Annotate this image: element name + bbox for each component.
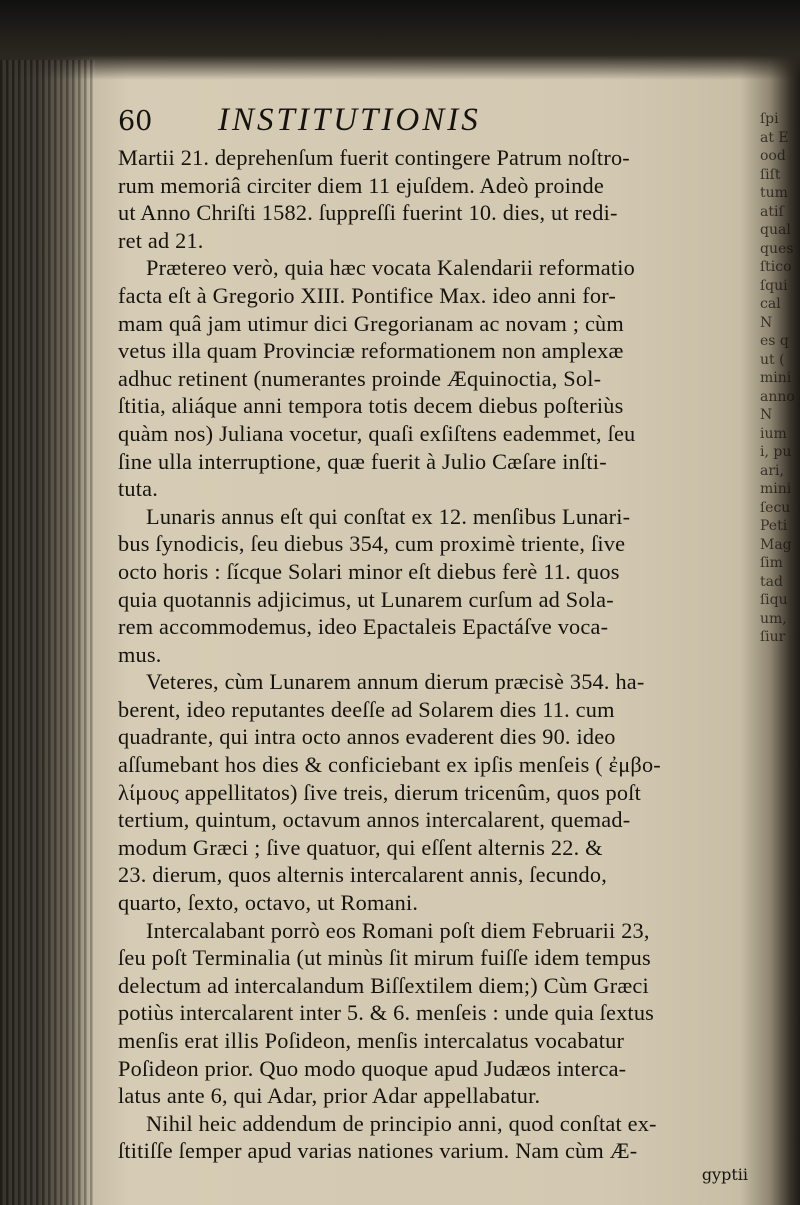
catchword-line bbox=[118, 1165, 758, 1193]
text-line: λίμους appellitatos) ſive treis, dierum tricenûm, quos poſt bbox=[118, 779, 641, 805]
text-line: ſine ulla interruptione, quæ fuerit à Julio Cæſare inſti- bbox=[118, 448, 607, 474]
text-line: quadrante, qui intra octo annos evaderent dies 90. ideo bbox=[118, 724, 616, 750]
text-line: tuta. bbox=[118, 476, 159, 502]
text-line: facta eſt à Gregorio XIII. Pontifice Max. ideo anni for- bbox=[118, 282, 616, 308]
text-line: modum Græci ; ſive quatuor, qui eſſent alternis 22. & bbox=[118, 834, 603, 860]
text-line: ut Anno Chriſti 1582. ſuppreſſi fuerint 10. dies, ut redi- bbox=[118, 200, 618, 226]
text-line: quàm nos) Juliana vocetur, quaſi exſiſtens eademmet, ſeu bbox=[118, 420, 636, 446]
facing-page-fragment: ſqui bbox=[760, 277, 788, 294]
facing-page-fragment: N bbox=[760, 407, 773, 423]
text-line: octo horis : ſícque Solari minor eſt diebus ferè 11. quos bbox=[118, 558, 620, 584]
page-header bbox=[118, 102, 758, 138]
facing-page-fragment: ſecu bbox=[760, 499, 791, 516]
facing-page-fragment: ſiqu bbox=[760, 592, 788, 608]
text-line: ſtitiſſe ſemper apud varias nationes varium. Nam cùm Æ- bbox=[118, 1138, 638, 1164]
facing-page-fragment: ſpi bbox=[760, 111, 779, 127]
facing-page-fragment: qual bbox=[760, 222, 791, 238]
text-line: quia quotannis adjicimus, ut Lunarem curſum ad Sola- bbox=[118, 586, 614, 612]
facing-page-fragment: Peti bbox=[760, 518, 788, 534]
facing-page-fragment: tad bbox=[760, 573, 783, 590]
text-line: Martii 21. deprehenſum fuerit contingere Patrum noſtro- bbox=[118, 145, 630, 170]
text-line: ſtitia, aliáque anni tempora totis decem diebus poſteriùs bbox=[118, 393, 624, 419]
facing-page-edge-text bbox=[760, 110, 800, 670]
facing-page-fragment: mini bbox=[760, 481, 792, 497]
text-line: Intercalabant porrò eos Romani poſt diem Februarii 23, bbox=[146, 917, 650, 943]
text-line: menſis erat illis Poſideon, menſis intercalatus vocabatur bbox=[118, 1028, 625, 1053]
text-line: potiùs intercalarent inter 5. & 6. menſeis : unde quia ſextus bbox=[118, 1000, 655, 1026]
facing-page-fragment: anno bbox=[760, 388, 795, 405]
facing-page-fragment: tum bbox=[760, 185, 788, 201]
catchword: gyptii bbox=[701, 1164, 748, 1184]
facing-page-fragment: ari, bbox=[760, 462, 784, 479]
text-line: Nihil heic addendum de principio anni, quod conſtat ex- bbox=[146, 1110, 657, 1136]
text-line: Poſideon prior. Quo modo quoque apud Judæos interca- bbox=[118, 1055, 627, 1081]
running-title: INSTITUTIONIS bbox=[218, 102, 481, 138]
text-line: berent, ideo reputantes deeſſe ad Solarem dies 11. cum bbox=[118, 696, 615, 722]
page-shadow-top bbox=[0, 0, 800, 80]
text-line: delectum ad intercalandum Biſſextilem diem;) Cùm Græci bbox=[118, 972, 649, 998]
facing-page-fragment: atiſ bbox=[760, 203, 784, 220]
facing-page-fragment: ſiur bbox=[760, 629, 786, 645]
book-spine-edge bbox=[0, 60, 95, 1205]
facing-page-fragment: Mag bbox=[760, 536, 792, 553]
facing-page-fragment: N bbox=[760, 314, 773, 331]
facing-page-fragment: es q bbox=[760, 333, 789, 349]
page-number: 60 bbox=[118, 106, 153, 137]
facing-page-fragment: at E bbox=[760, 129, 789, 146]
facing-page-fragment: i, pu bbox=[760, 444, 792, 460]
text-line: tertium, quintum, octavum annos intercalarent, quemad- bbox=[118, 807, 631, 833]
facing-page-fragment: ſim bbox=[760, 555, 783, 571]
facing-page-fragment: cal bbox=[760, 296, 781, 312]
text-line: quarto, ſexto, octavo, ut Romani. bbox=[118, 890, 419, 916]
text-line: Veteres, cùm Lunarem annum dierum præcisè 354. ha- bbox=[146, 669, 645, 695]
facing-page-fragment: mini bbox=[760, 370, 792, 386]
text-line: bus ſynodicis, ſeu diebus 354, cum proximè triente, ſive bbox=[118, 531, 626, 557]
facing-page-fragment: ques bbox=[760, 240, 794, 257]
facing-page-fragment: ium bbox=[760, 425, 787, 442]
text-line: rem accommodemus, ideo Epactaleis Epactáſve voca- bbox=[118, 614, 609, 640]
text-line: adhuc retinent (numerantes proinde Æquinoctia, Sol- bbox=[118, 365, 602, 391]
text-line: vetus illa quam Provinciæ reformationem non amplexæ bbox=[118, 338, 624, 364]
text-line: 23. dierum, quos alternis intercalarent annis, ſecundo, bbox=[118, 862, 608, 888]
facing-page-fragment: ut ( bbox=[760, 351, 785, 368]
facing-page-fragment: ſtico bbox=[760, 259, 792, 275]
body-text bbox=[118, 144, 758, 1165]
text-line: latus ante 6, qui Adar, prior Adar appellabatur. bbox=[118, 1083, 541, 1109]
text-line: ret ad 21. bbox=[118, 227, 204, 253]
text-line: Prætereo verò, quia hæc vocata Kalendarii reformatio bbox=[146, 255, 635, 281]
text-line: ſeu poſt Terminalia (ut minùs ſit mirum fuiſſe idem tempus bbox=[118, 945, 651, 971]
text-line: mus. bbox=[118, 641, 162, 667]
facing-page-fragment: ood bbox=[760, 148, 786, 164]
facing-page-fragment: ſiſt bbox=[760, 166, 781, 183]
text-line: aſſumebant hos dies & conficiebant ex ipſis menſeis ( ἐμβο- bbox=[118, 752, 661, 778]
text-page bbox=[118, 102, 758, 1193]
facing-page-fragment: um, bbox=[760, 610, 787, 627]
text-line: mam quâ jam utimur dici Gregorianam ac novam ; cùm bbox=[118, 310, 624, 336]
text-line: rum memoriâ circiter diem 11 ejuſdem. Adeò proinde bbox=[118, 172, 604, 198]
text-line: Lunaris annus eſt qui conſtat ex 12. menſibus Lunari- bbox=[146, 503, 631, 529]
